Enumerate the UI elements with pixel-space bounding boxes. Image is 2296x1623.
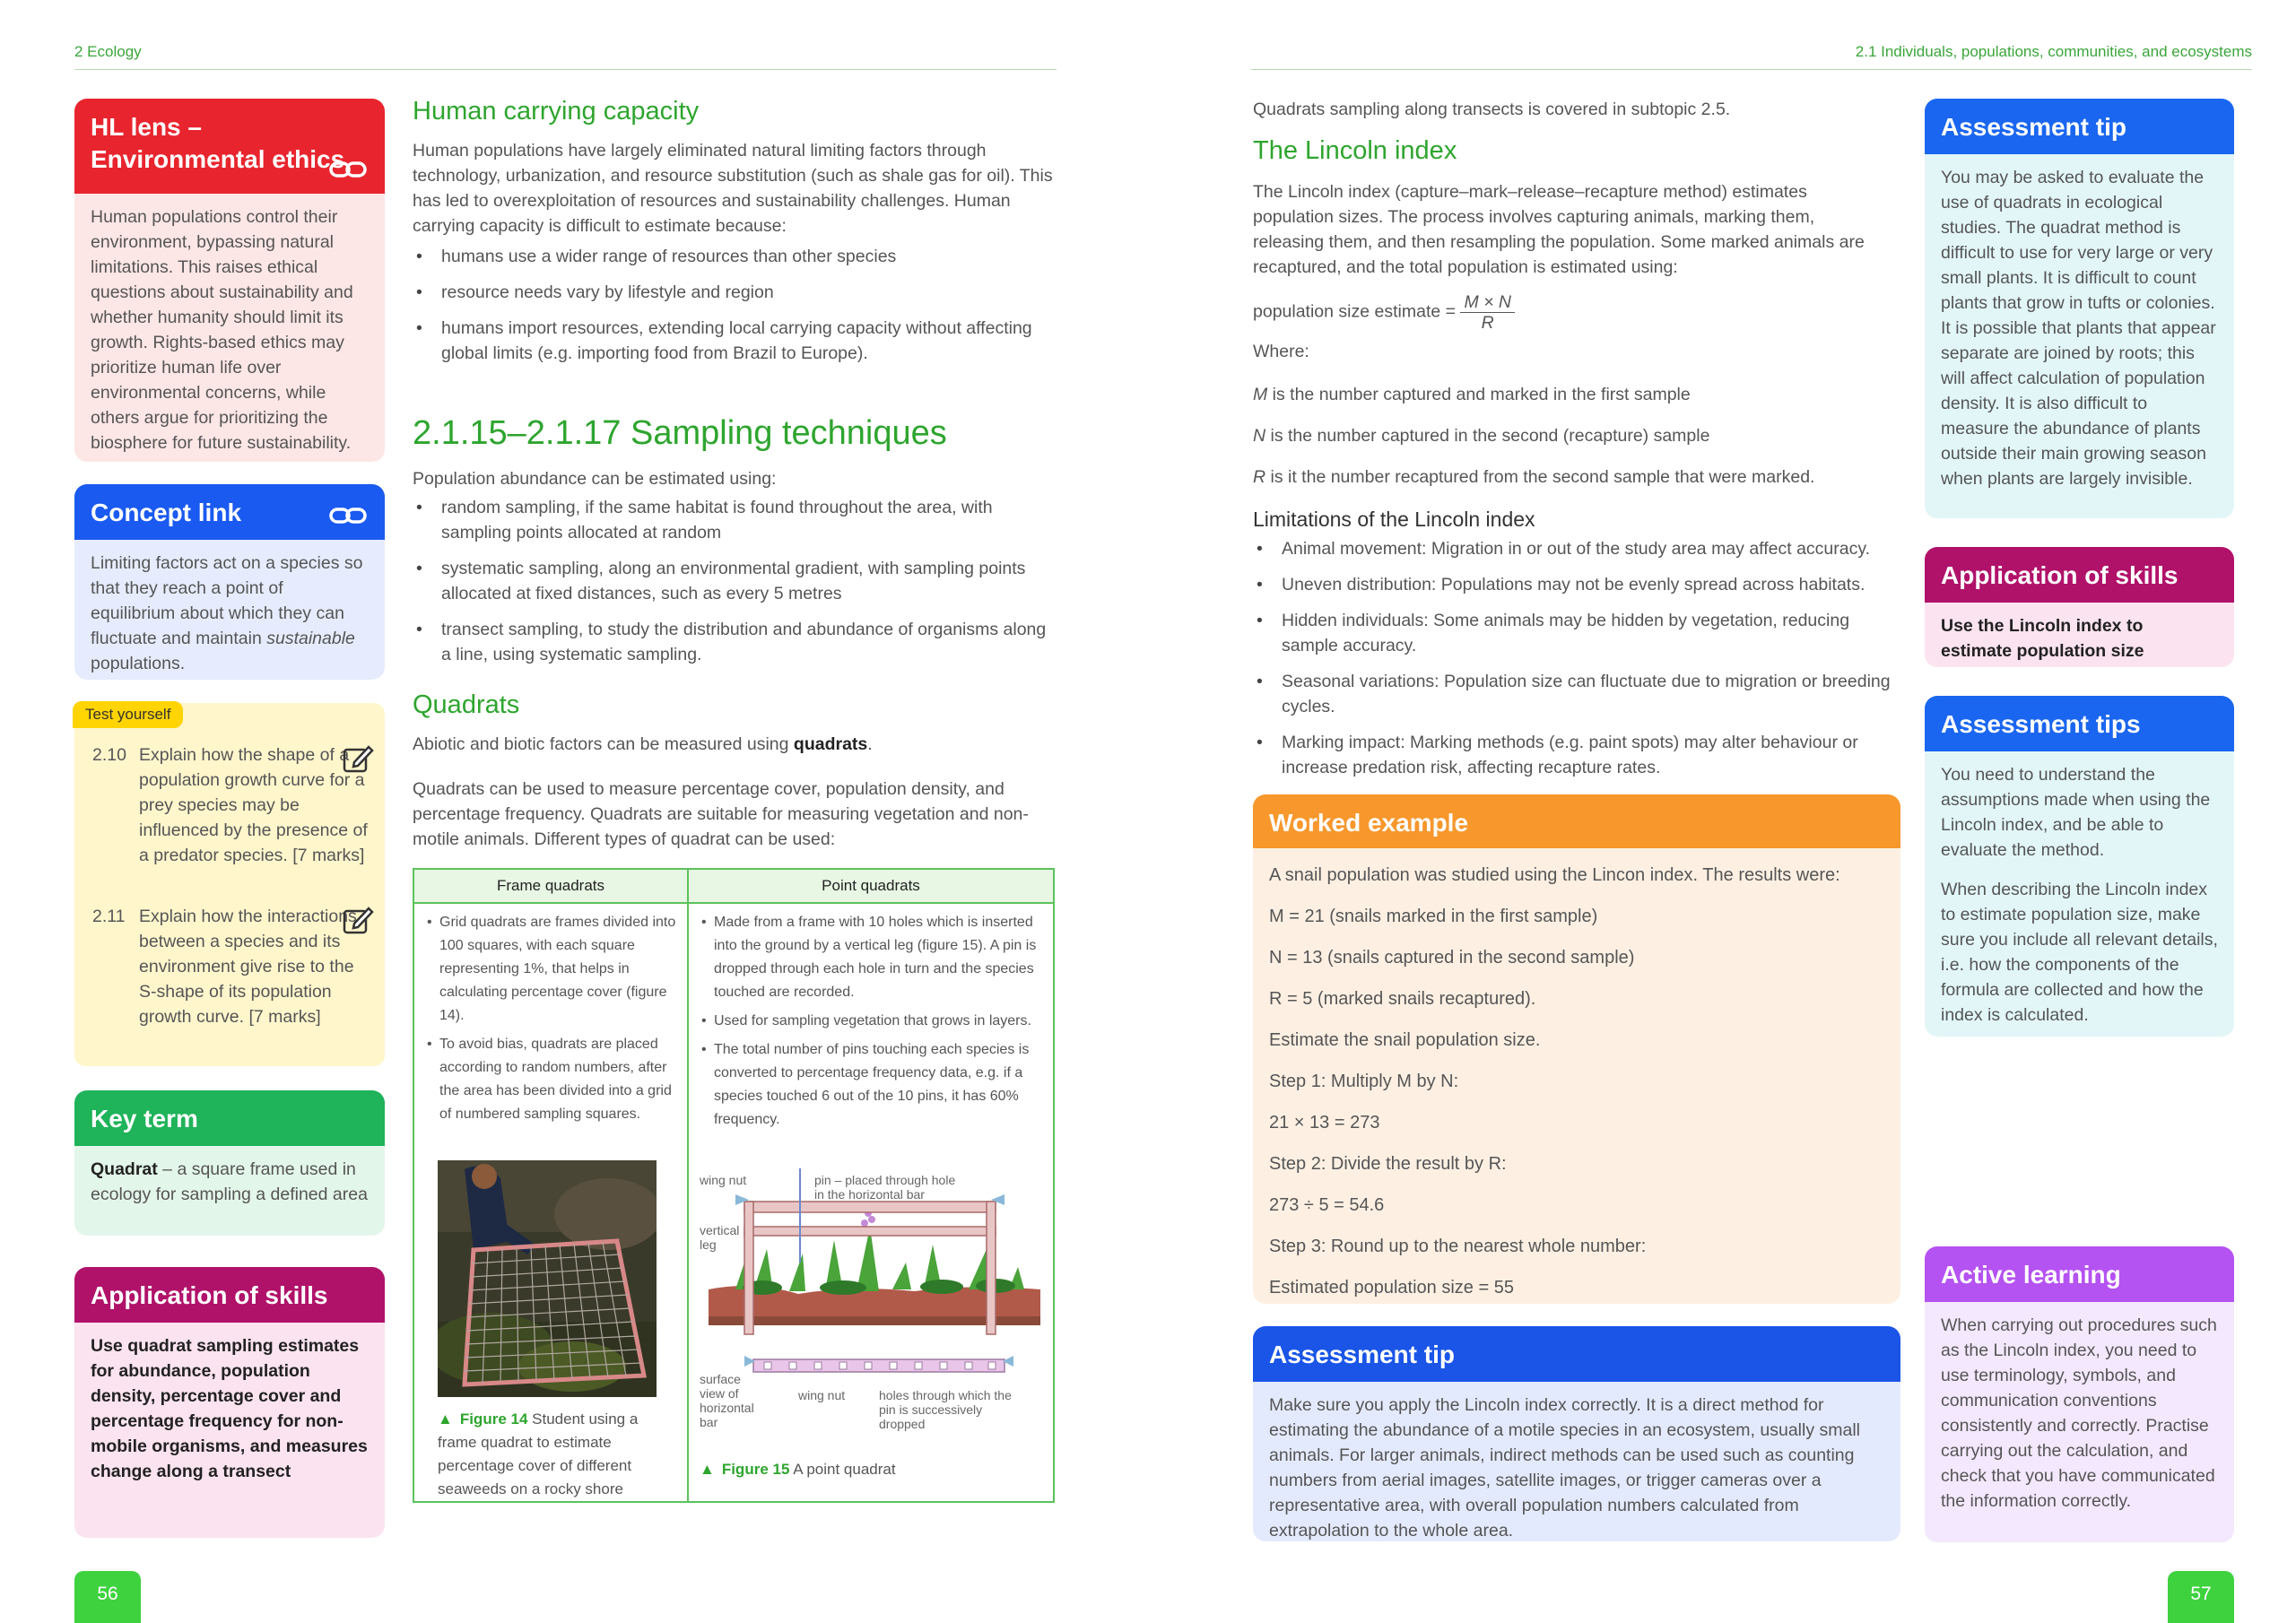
triangle-icon: ▲: [438, 1410, 453, 1428]
assessment-tip-body: You may be asked to evaluate the use of quadrats in ecological studies. The quadrat method is difficult to use for very large or very small plants. It is difficult to count plants that grow in tufts or colonies. It is possible that plants that appear separate are joined by roots; this will affect calculation of population density. It is also difficult to measure the abundance of plants outside their main growing season when plants are largely invisible.: [1925, 154, 2234, 518]
concept-link-title: [74, 484, 385, 540]
heading-lincoln-index: The Lincoln index: [1253, 136, 1457, 165]
worked-line: 21 × 13 = 273: [1269, 1113, 1380, 1133]
active-learning-title: Active learning: [1925, 1246, 2234, 1302]
application-of-skills-body: Use the Lincoln index to estimate population size: [1925, 603, 2234, 667]
worked-line: A snail population was studied using the Lincon index. The results were:: [1269, 865, 1840, 885]
list-item: • transect sampling, to study the distribution and abundance of organisms along a line, using systematic sampling.: [413, 617, 1057, 667]
header-rule-right: [1251, 69, 2252, 70]
hl-lens-title: [74, 99, 385, 194]
figure-14-caption: ▲ Figure 14 Student using a frame quadrat to estimate percentage cover of different seaweeds on a rocky shore: [438, 1410, 639, 1497]
hl-lens-box: [74, 99, 385, 462]
concept-link-body: Limiting factors act on a species so that they reach a point of equilibrium about which they can fluctuate and maintain sustainable populations.: [74, 540, 385, 680]
triangle-icon: ▲: [700, 1461, 715, 1478]
list-item: • Grid quadrats are frames divided into 100 squares, with each square representing 1%, that helps in calculating percentage cover (figure 14).: [425, 911, 678, 1028]
assessment-tips-box: [1925, 696, 2234, 1037]
sampling-intro: Population abundance can be estimated using:: [413, 469, 777, 489]
list-item: • Uneven distribution: Populations may not be evenly spread across habitats.: [1253, 572, 1899, 597]
worked-example-title: Worked example: [1253, 794, 1900, 848]
key-term-title: Key term: [74, 1090, 385, 1146]
heading-sampling-techniques: 2.1.15–2.1.17 Sampling techniques: [413, 414, 947, 452]
heading-limitations: Limitations of the Lincoln index: [1253, 508, 1535, 531]
lincoln-formula: population size estimate = $\frac{M \times N}{R}$: [1253, 292, 1515, 333]
assessment-tips-title: Assessment tips: [1925, 696, 2234, 751]
worked-line: Estimated population size = 55: [1269, 1278, 1514, 1298]
label-holes: holes through which the pin is successively dropped: [879, 1388, 1012, 1431]
heading-quadrats: Quadrats: [413, 690, 520, 719]
worked-line: Estimate the snail population size.: [1269, 1030, 1541, 1050]
quadrat-table: [413, 868, 1055, 1503]
worked-example-body: [1253, 848, 1900, 1304]
application-of-skills-title: Application of skills: [1925, 547, 2234, 603]
test-yourself-label: Test yourself: [73, 701, 183, 728]
running-head-left: 2 Ecology: [74, 43, 142, 60]
assessment-tip-title: Assessment tip: [1253, 1326, 1900, 1382]
lincoln-intro: The Lincoln index (capture–mark–release–recapture method) estimates population sizes. The process involves capturing animals, marking them, releasing them, and then resampling the population. Some marked animals are recaptured, and the total population is estimated using:: [1253, 182, 1865, 277]
concept-link-title-text: Concept link: [91, 499, 242, 526]
label-wing-nut-2: wing nut: [798, 1388, 846, 1402]
label-vertical-leg: vertical leg: [700, 1223, 740, 1252]
link-icon: [329, 160, 367, 179]
edit-icon: [342, 904, 374, 936]
human-carrying-capacity-intro: Human populations have largely eliminated natural limiting factors through technology, urbanization, and resource substitution (such as shale gas for oil). This has led to overexploitation of resources and sustainability challenges. Human carrying capacity is difficult to estimate because:: [413, 141, 1053, 236]
table-header-frame: Frame quadrats: [413, 869, 688, 903]
label-surface-view: surface view of horizontal bar: [700, 1372, 754, 1429]
page-number-left: 56: [74, 1571, 141, 1623]
lincoln-def-r: R is it the number recaptured from the second sample that were marked.: [1253, 467, 1815, 487]
worked-line: 273 ÷ 5 = 54.6: [1269, 1195, 1385, 1215]
concept-link-box: [74, 484, 385, 680]
list-item: • Animal movement: Migration in or out of the study area may affect accuracy.: [1253, 536, 1899, 561]
active-learning-body: When carrying out procedures such as the Lincoln index, you need to use terminology, symbols, and communication conventions consistently and correctly. Practise carrying out the calculation, and check that you have communicated the information correctly.: [1925, 1302, 2234, 1542]
assessment-tip-box-bottom: [1253, 1326, 1900, 1541]
transects-note: Quadrats sampling along transects is covered in subtopic 2.5.: [1253, 100, 1731, 119]
header-rule-left: [74, 69, 1057, 70]
assessment-tip-box-top: [1925, 99, 2234, 518]
assessment-tips-body: [1925, 751, 2234, 1037]
test-question-2-10: 2.10 Explain how the shape of a population growth curve for a prey species may be influenced by the presence of a predator species. [7 marks]: [92, 745, 368, 865]
assessment-tips-paragraph: When describing the Lincoln index to estimate population size, make sure you include all relevant details, i.e. how the components of the formula are collected and how the index is calculated.: [1941, 880, 2218, 1025]
application-of-skills-box-right: [1925, 547, 2234, 667]
quadrats-paragraph-1: Abiotic and biotic factors can be measured using quadrats.: [413, 734, 873, 754]
key-term-body: Quadrat – a square frame used in ecology for sampling a defined area: [74, 1146, 385, 1236]
figure-15-caption: ▲ Figure 15 A point quadrat: [700, 1461, 896, 1478]
assessment-tip-title: Assessment tip: [1925, 99, 2234, 154]
worked-line: Step 1: Multiply M by N:: [1269, 1072, 1459, 1091]
assessment-tip-body: Make sure you apply the Lincoln index correctly. It is a direct method for estimating the abundance of a motile species in an ecosystem, usually small animals. For larger animals, indirect methods can be used such as counting numbers from aerial images, satellite images, or trigger cameras over a representative area, with overall population numbers calculated from extrapolation to the whole area.: [1253, 1382, 1900, 1541]
page-number-right: 57: [2168, 1571, 2234, 1623]
edit-icon: [342, 742, 374, 775]
limitations-list: [1253, 536, 1899, 791]
list-item: • humans use a wider range of resources than other species: [413, 244, 1057, 269]
worked-line: N = 13 (snails captured in the second sample): [1269, 948, 1635, 968]
application-of-skills-title: Application of skills: [74, 1267, 385, 1323]
frame-quadrat-photo: [438, 1160, 657, 1397]
label-wing-nut: wing nut: [700, 1173, 747, 1187]
frame-quadrat-cell: [413, 903, 688, 1502]
list-item: • Used for sampling vegetation that grows in layers.: [700, 1010, 1044, 1033]
list-item: • Made from a frame with 10 holes which is inserted into the ground by a vertical leg (figure 15). A pin is dropped through each hole in turn and the species touched are recorded.: [700, 911, 1044, 1004]
lincoln-def-n: N is the number captured in the second (recapture) sample: [1253, 426, 1710, 446]
worked-line: Step 3: Round up to the nearest whole number:: [1269, 1237, 1647, 1256]
list-item: • The total number of pins touching each species is converted to percentage frequency data, e.g. if a species touched 6 out of the 10 pins, it has 60% frequency.: [700, 1038, 1044, 1132]
list-item: • To avoid bias, quadrats are placed according to random numbers, after the area has been divided into a grid of numbered sampling squares.: [425, 1033, 678, 1126]
hl-lens-body: Human populations control their environment, bypassing natural limitations. This raises ethical questions about sustainability and whether humanity should limit its growth. Rights-based ethics may prioritize human life over environmental concerns, while others argue for prioritizing the biosphere for future sustainability.: [74, 194, 385, 462]
sampling-list: [413, 495, 1057, 678]
human-carrying-capacity-list: [413, 244, 1057, 377]
test-question-2-11: 2.11 Explain how the interactions between a species and its environment give rise to the S-shape of its population growth curve. [7 marks]: [92, 907, 357, 1027]
lincoln-where: Where:: [1253, 342, 1309, 361]
list-item: • humans import resources, extending local carrying capacity without affecting global limits (e.g. importing food from Brazil to Europe).: [413, 316, 1057, 366]
quadrats-paragraph-2: Quadrats can be used to measure percentage cover, population density, and percentage frequency. Quadrats are suitable for measuring vegetation and non-motile animals. Different types of quadrat can be used:: [413, 779, 1029, 849]
worked-line: R = 5 (marked snails recaptured).: [1269, 989, 1536, 1009]
application-of-skills-body: Use quadrat sampling estimates for abundance, population density, percentage cover and percentage frequency for non-mobile organisms, and measures change along a transect: [74, 1323, 385, 1538]
point-quadrat-cell: [688, 903, 1054, 1502]
link-icon: [329, 506, 367, 525]
list-item: • systematic sampling, along an environmental gradient, with sampling points allocated at fixed distances, such as every 5 metres: [413, 556, 1057, 606]
application-of-skills-box-left: [74, 1267, 385, 1538]
list-item: • random sampling, if the same habitat is found throughout the area, with sampling points allocated at random: [413, 495, 1057, 545]
heading-human-carrying-capacity: Human carrying capacity: [413, 97, 700, 126]
worked-example-box: [1253, 794, 1900, 1304]
list-item: • Hidden individuals: Some animals may be hidden by vegetation, reducing sample accuracy.: [1253, 608, 1899, 658]
worked-line: Step 2: Divide the result by R:: [1269, 1154, 1507, 1174]
label-pin: pin – placed through hole in the horizontal bar: [814, 1173, 956, 1202]
table-header-point: Point quadrats: [688, 869, 1054, 903]
key-term-box: [74, 1090, 385, 1236]
lincoln-def-m: M is the number captured and marked in the first sample: [1253, 385, 1691, 404]
worked-line: M = 21 (snails marked in the first sample): [1269, 907, 1598, 926]
active-learning-box: [1925, 1246, 2234, 1542]
list-item: • Marking impact: Marking methods (e.g. paint spots) may alter behaviour or increase predation risk, affecting recapture rates.: [1253, 730, 1899, 780]
assessment-tips-paragraph: You need to understand the assumptions made when using the Lincoln index, and be able to evaluate the method.: [1941, 765, 2211, 860]
running-head-right: 2.1 Individuals, populations, communities, and ecosystems: [1855, 43, 2252, 60]
hl-lens-title-text: HL lens – Environmental ethics: [91, 113, 345, 174]
list-item: • resource needs vary by lifestyle and region: [413, 280, 1057, 305]
test-yourself-box: [74, 703, 385, 1066]
list-item: • Seasonal variations: Population size can fluctuate due to migration or breeding cycles.: [1253, 669, 1899, 719]
